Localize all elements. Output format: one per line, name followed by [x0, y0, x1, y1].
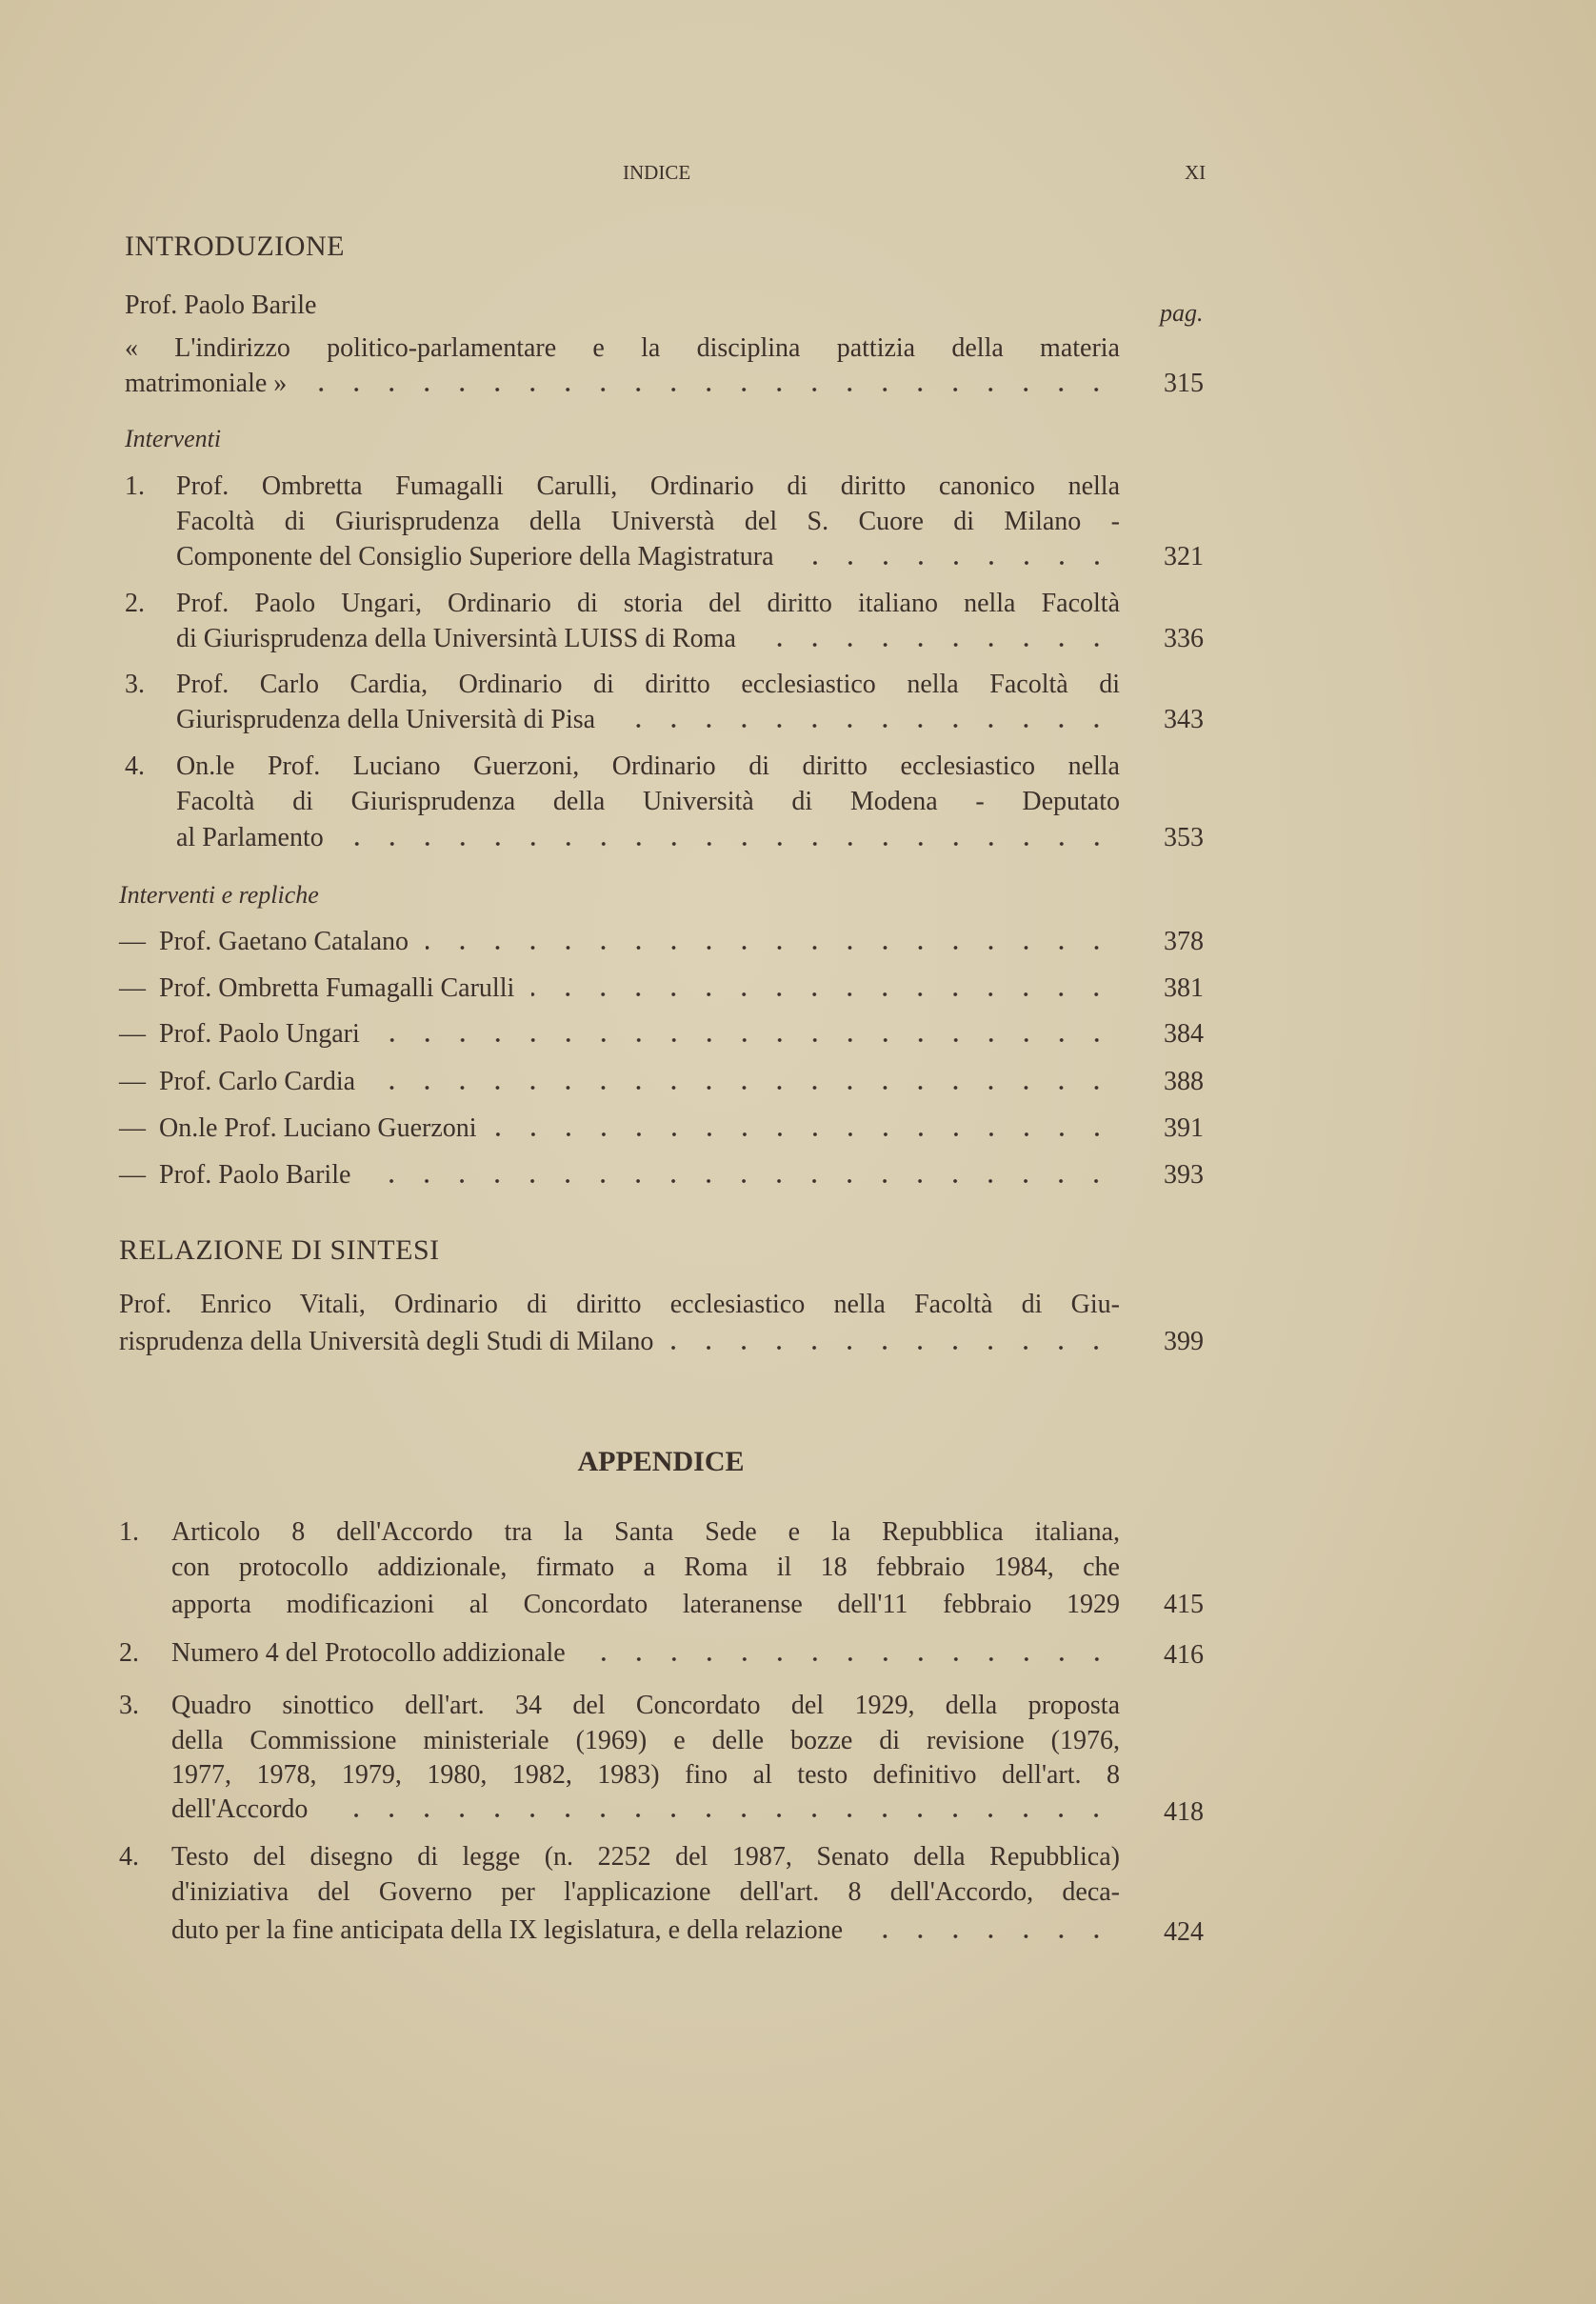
entry-page: 353 — [1164, 823, 1204, 852]
entry-page: 418 — [1164, 1797, 1204, 1827]
entry-text: Numero 4 del Protocollo addizionale — [171, 1638, 566, 1668]
entry-text: Prof. Gaetano Catalano — [159, 927, 409, 956]
entry-line — [119, 1016, 1120, 1052]
dot-leader — [670, 1343, 1114, 1352]
entry-page: 393 — [1164, 1160, 1204, 1190]
entry-text: Prof. Paolo Barile — [159, 1160, 351, 1190]
dot-leader — [426, 943, 1114, 952]
entry-line: Prof. Paolo Ungari, Ordinario di storia del diritto italiano nella Facoltà — [176, 589, 1120, 618]
entry-text: Giurisprudenza della Università di Pisa — [176, 705, 596, 734]
entry-line: 1977, 1978, 1979, 1980, 1982, 1983) fino al testo definitivo dell'art. 8 — [171, 1760, 1120, 1790]
entry-page: 424 — [1164, 1917, 1204, 1947]
entry-line: Facoltà di Giurisprudenza della Universtà del S. Cuore di Milano - — [176, 507, 1120, 536]
entry-text: On.le Prof. Luciano Guerzoni — [159, 1113, 477, 1143]
dot-leader — [377, 1035, 1114, 1045]
dash: — — [119, 1160, 146, 1190]
entry-page: 388 — [1164, 1067, 1204, 1096]
dash: — — [119, 1067, 146, 1096]
dot-leader — [368, 1176, 1114, 1186]
entry-text: Componente del Consiglio Superiore della Magistratura — [176, 542, 774, 571]
entry-line: Facoltà di Giurisprudenza della Università di Modena - Deputato — [176, 787, 1120, 816]
entry-page: 415 — [1164, 1590, 1204, 1619]
entry-line — [119, 1111, 1120, 1147]
dash: — — [119, 973, 146, 1003]
entry-line: Articolo 8 dell'Accordo tra la Santa Sede e la Repubblica italiana, — [171, 1517, 1120, 1547]
entry-text: risprudenza della Università degli Studi di Milano — [119, 1327, 654, 1356]
entry-line: d'iniziativa del Governo per l'applicazione dell'art. 8 dell'Accordo, deca- — [171, 1877, 1120, 1907]
intro-author: Prof. Paolo Barile — [125, 291, 317, 320]
entry-text: di Giurisprudenza della Universintà LUISS di Roma — [176, 624, 736, 653]
intro-title-line: « L'indirizzo politico-parlamentare e la disciplina pattizia della materia — [125, 333, 1120, 363]
entry-line: della Commissione ministeriale (1969) e delle bozze di revisione (1976, — [171, 1726, 1120, 1755]
entry-number: 2. — [125, 589, 145, 618]
entry-line: apporta modificazioni al Concordato lateranense dell'11 febbraio 1929 — [171, 1590, 1120, 1619]
dot-leader — [791, 558, 1114, 568]
entry-line — [176, 820, 1120, 856]
entry-text: al Parlamento — [176, 823, 324, 852]
entry-text: matrimoniale » — [125, 369, 288, 398]
dot-leader — [860, 1932, 1114, 1941]
entry-number: 4. — [125, 751, 145, 781]
dot-leader — [753, 640, 1114, 650]
entry-page: 315 — [1164, 369, 1204, 398]
dot-leader — [325, 1811, 1114, 1820]
entry-line: Prof. Ombretta Fumagalli Carulli, Ordinario di diritto canonico nella — [176, 471, 1120, 501]
entry-line — [176, 621, 1120, 657]
subsection-heading-interventi: Interventi — [125, 425, 222, 452]
pag-label: pag. — [1160, 299, 1204, 327]
entry-line — [176, 702, 1120, 738]
dot-leader — [494, 1130, 1114, 1139]
entry-line — [119, 971, 1120, 1007]
entry-number: 1. — [125, 471, 145, 501]
entry-page: 384 — [1164, 1019, 1204, 1049]
entry-number: 1. — [119, 1517, 139, 1547]
entry-line: Quadro sinottico dell'art. 34 del Concordato del 1929, della proposta — [171, 1691, 1120, 1720]
entry-text: Prof. Paolo Ungari — [159, 1019, 360, 1049]
entry-line: con protocollo addizionale, firmato a Roma il 18 febbraio 1984, che — [171, 1553, 1120, 1582]
entry-number: 3. — [119, 1691, 139, 1720]
entry-line — [176, 539, 1120, 575]
entry-number: 3. — [125, 670, 145, 699]
section-heading-appendice: APPENDICE — [577, 1446, 745, 1477]
dot-leader — [304, 385, 1114, 394]
entry-page: 378 — [1164, 927, 1204, 956]
section-heading-relazione: RELAZIONE DI SINTESI — [119, 1234, 440, 1266]
running-header-title: INDICE — [623, 161, 691, 184]
entry-line — [119, 1324, 1120, 1360]
subsection-heading-repliche: Interventi e repliche — [119, 881, 319, 909]
entry-text: Prof. Ombretta Fumagalli Carulli — [159, 973, 515, 1003]
intro-title-line — [125, 366, 1120, 402]
dash: — — [119, 927, 146, 956]
entry-text: duto per la fine anticipata della IX legislatura, e della relazione — [171, 1915, 844, 1945]
dot-leader — [531, 990, 1114, 999]
entry-line: On.le Prof. Luciano Guerzoni, Ordinario di diritto ecclesiastico nella — [176, 751, 1120, 781]
entry-page: 336 — [1164, 624, 1204, 653]
entry-page: 321 — [1164, 542, 1204, 571]
entry-line: Prof. Carlo Cardia, Ordinario di diritto ecclesiastico nella Facoltà di — [176, 670, 1120, 699]
entry-page: 343 — [1164, 705, 1204, 734]
entry-page: 416 — [1164, 1640, 1204, 1670]
dot-leader — [583, 1654, 1114, 1664]
section-heading-introduzione: INTRODUZIONE — [125, 230, 345, 262]
page-number: XI — [1185, 161, 1207, 184]
entry-number: 2. — [119, 1638, 139, 1668]
dot-leader — [341, 839, 1114, 849]
entry-line — [119, 1064, 1120, 1100]
entry-line: Testo del disegno di legge (n. 2252 del 1987, Senato della Repubblica) — [171, 1842, 1120, 1872]
entry-line — [119, 924, 1120, 960]
entry-page: 391 — [1164, 1113, 1204, 1143]
entry-line: Prof. Enrico Vitali, Ordinario di diritto ecclesiastico nella Facoltà di Giu- — [119, 1290, 1120, 1319]
entry-page: 399 — [1164, 1327, 1204, 1356]
entry-line — [171, 1635, 1120, 1672]
entry-text: dell'Accordo — [171, 1794, 309, 1824]
entry-line — [171, 1792, 1120, 1828]
entry-line — [119, 1157, 1120, 1193]
entry-line — [171, 1913, 1120, 1949]
dash: — — [119, 1113, 146, 1143]
entry-page: 381 — [1164, 973, 1204, 1003]
dot-leader — [612, 721, 1114, 731]
dash: — — [119, 1019, 146, 1049]
dot-leader — [372, 1083, 1114, 1092]
entry-number: 4. — [119, 1842, 139, 1872]
entry-text: Prof. Carlo Cardia — [159, 1067, 356, 1096]
